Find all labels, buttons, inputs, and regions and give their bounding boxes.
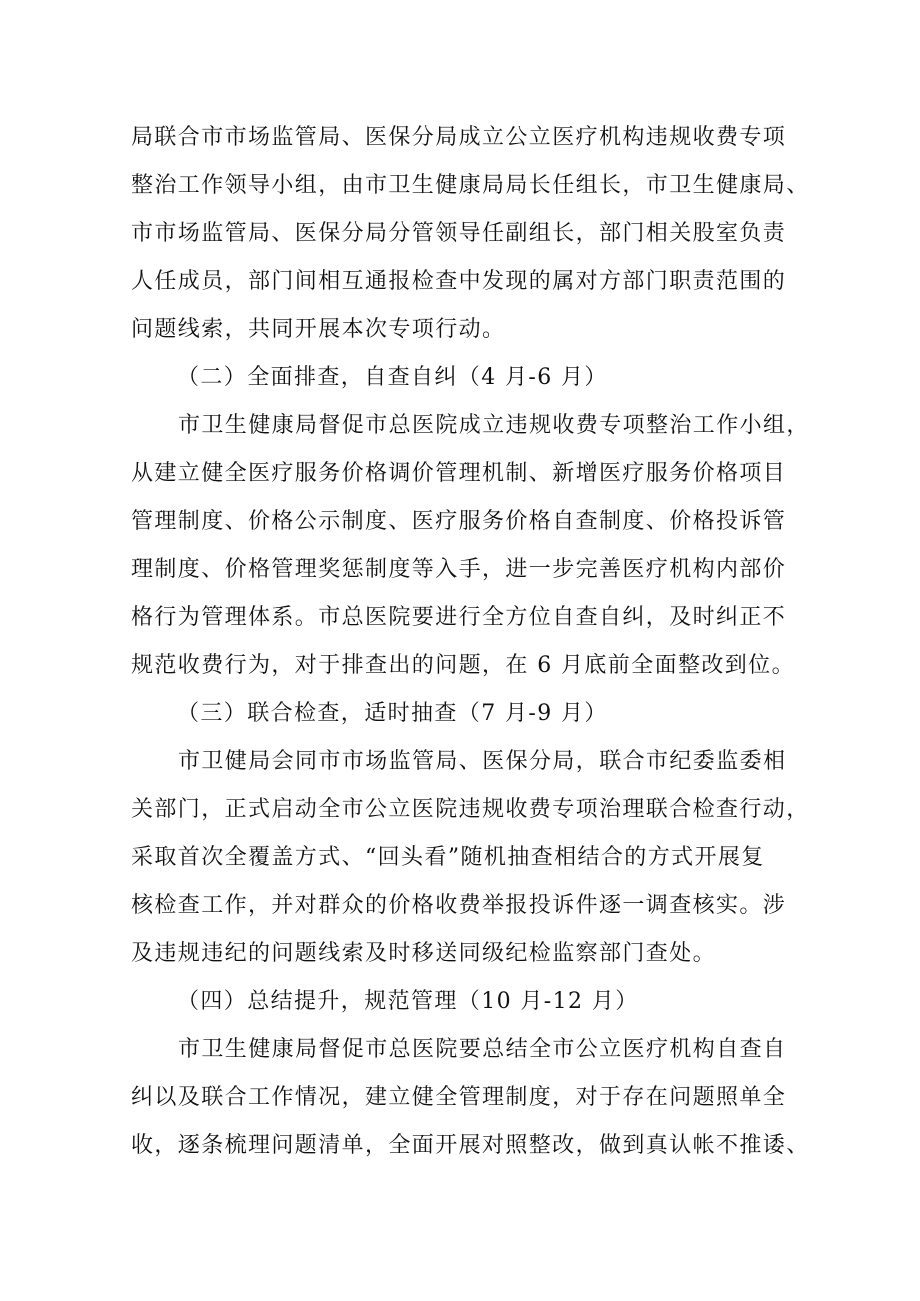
text-line: 市卫生健康局督促市总医院成立违规收费专项整治工作小组， xyxy=(178,413,810,438)
paragraph-joint-inspection xyxy=(131,746,811,986)
text-line: 整治工作领导小组，由市卫生健康局局长任组长，市卫生健康局、 xyxy=(131,173,810,198)
text-line: 及违规违纪的问题线索及时移送同级纪检监察部门查处。 xyxy=(131,941,717,966)
text-line: 局联合市市场监管局、医保分局成立公立医疗机构违规收费专项 xyxy=(131,125,787,150)
text-line: 关部门，正式启动全市公立医院违规收费专项治理联合检查行动， xyxy=(131,797,810,822)
section-heading-2: （二）全面排查，自查自纠（4 月-6 月） xyxy=(177,365,608,390)
section-heading-4: （四）总结提升，规范管理（10 月-12 月） xyxy=(177,989,639,1014)
text-line: 市卫健局会同市市场监管局、医保分局，联合市纪委监委相 xyxy=(178,749,787,774)
text-line: 收，逐条梳理问题清单，全面开展对照整改，做到真认帐不推诿、 xyxy=(131,1133,810,1158)
text-line: 管理制度、价格公示制度、医疗服务价格自查制度、价格投诉管 xyxy=(131,509,787,534)
text-line: 人任成员，部门间相互通报检查中发现的属对方部门职责范围的 xyxy=(131,269,787,294)
text-line: 采取首次全覆盖方式、“回头看”随机抽查相结合的方式开展复 xyxy=(131,845,765,870)
text-line: 问题线索，共同开展本次专项行动。 xyxy=(131,317,506,342)
text-line: 核检查工作，并对群众的价格收费举报投诉件逐一调查核实。涉 xyxy=(131,893,787,918)
text-line: 市市场监管局、医保分局分管领导任副组长，部门相关股室负责 xyxy=(131,221,787,246)
text-line: 规范收费行为，对于排查出的问题，在 6 月底前全面整改到位。 xyxy=(131,653,795,678)
text-line: 从建立健全医疗服务价格调价管理机制、新增医疗服务价格项目 xyxy=(131,461,787,486)
text-line: 纠以及联合工作情况，建立健全管理制度，对于存在问题照单全 xyxy=(131,1085,787,1110)
paragraph-leadership-group xyxy=(131,122,811,362)
text-line: 市卫生健康局督促市总医院要总结全市公立医疗机构自查自 xyxy=(178,1037,787,1062)
text-line: 格行为管理体系。市总医院要进行全方位自查自纠，及时纠正不 xyxy=(131,605,787,630)
paragraph-self-inspection xyxy=(131,410,811,698)
section-heading-3: （三）联合检查，适时抽查（7 月-9 月） xyxy=(177,701,608,726)
document-page xyxy=(131,122,811,1178)
text-line: 理制度、价格管理奖惩制度等入手，进一步完善医疗机构内部价 xyxy=(131,557,787,582)
paragraph-summary xyxy=(131,1034,811,1178)
